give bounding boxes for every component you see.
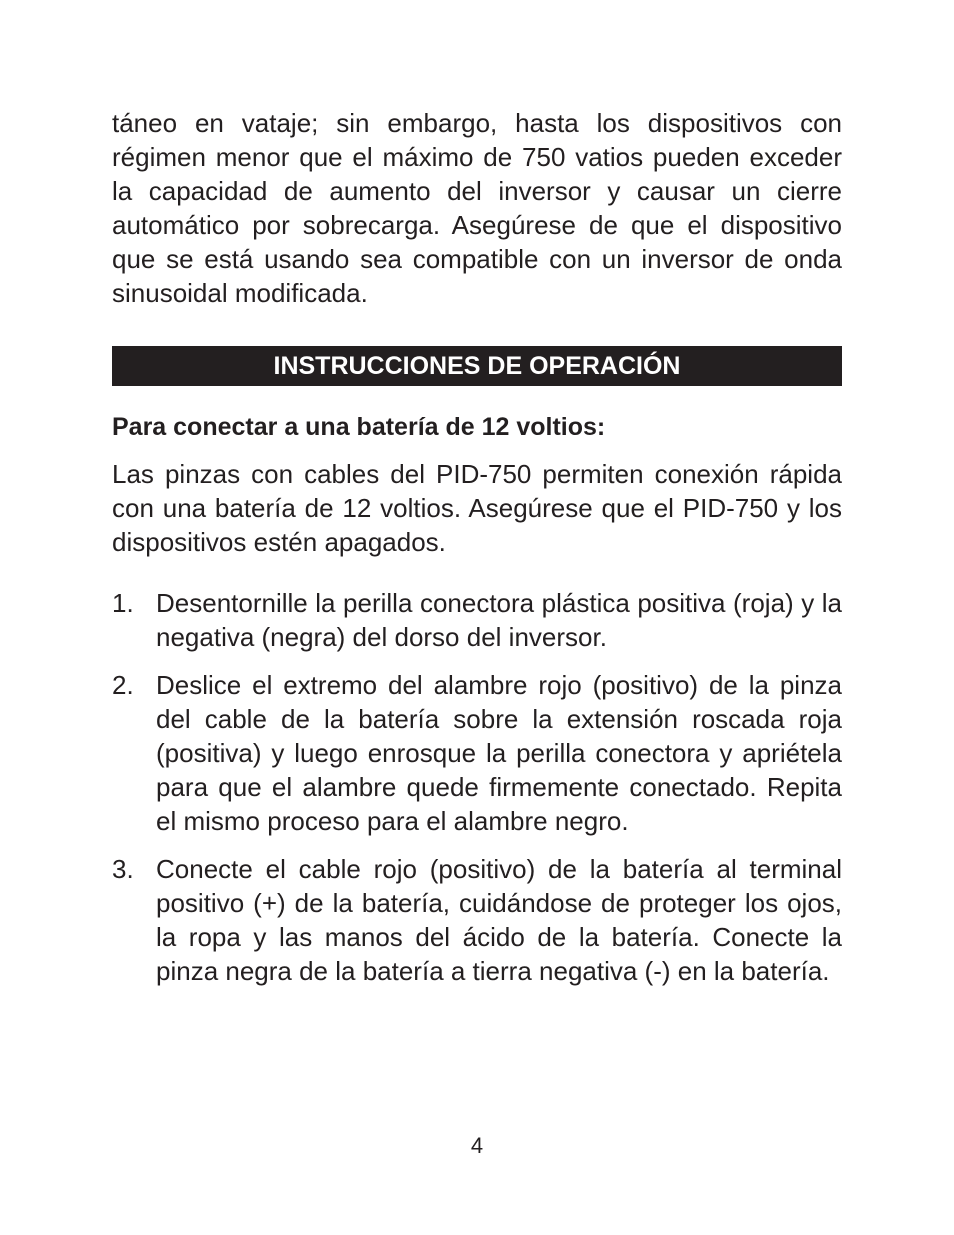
- steps-list: [112, 586, 842, 1002]
- step-text: Deslice el extremo del alambre rojo (positivo) de la pinza del cable de la batería sobre la extensión roscada roja (positiva) y luego enrosque la perilla conectora y apriétela para que el alambre quede firmemente conectado. Repita el mismo proceso para el alambre negro.: [156, 670, 842, 836]
- step-text: Desentornille la perilla conectora plástica positiva (roja) y la negativa (negra) del dorso del inversor.: [156, 588, 842, 652]
- step-number: 3.: [112, 854, 134, 884]
- step-number: 2.: [112, 670, 134, 700]
- step-item: [112, 586, 842, 654]
- section-title-bar: [112, 346, 842, 386]
- page-number: 4: [470, 1133, 484, 1158]
- step-item: [112, 852, 842, 988]
- section-title: INSTRUCCIONES DE OPERACIÓN: [273, 352, 681, 380]
- step-item: [112, 668, 842, 838]
- body-paragraph: Las pinzas con cables del PID-750 permiten conexión rápida con una batería de 12 voltios. Asegúrese que el PID-750 y los dispositivos estén apagados.: [112, 459, 842, 557]
- intro-paragraph: táneo en vataje; sin embargo, hasta los dispositivos con régimen menor que el máximo de 750 vatios pueden exceder la capacidad de aumento del inversor y causar un cierre automático por sobrecarga. Asegúrese de que el dispositivo que se está usando sea compatible con un inversor de onda sinusoidal modificada.: [112, 108, 842, 308]
- step-number: 1.: [112, 588, 134, 618]
- step-text: Conecte el cable rojo (positivo) de la batería al terminal positivo (+) de la batería, cuidándose de proteger los ojos, la ropa y las manos del ácido de la batería. Conecte la pinza negra de la batería a tierra negativa (-) en la batería.: [156, 854, 842, 986]
- subheading: Para conectar a una batería de 12 voltios:: [112, 413, 606, 441]
